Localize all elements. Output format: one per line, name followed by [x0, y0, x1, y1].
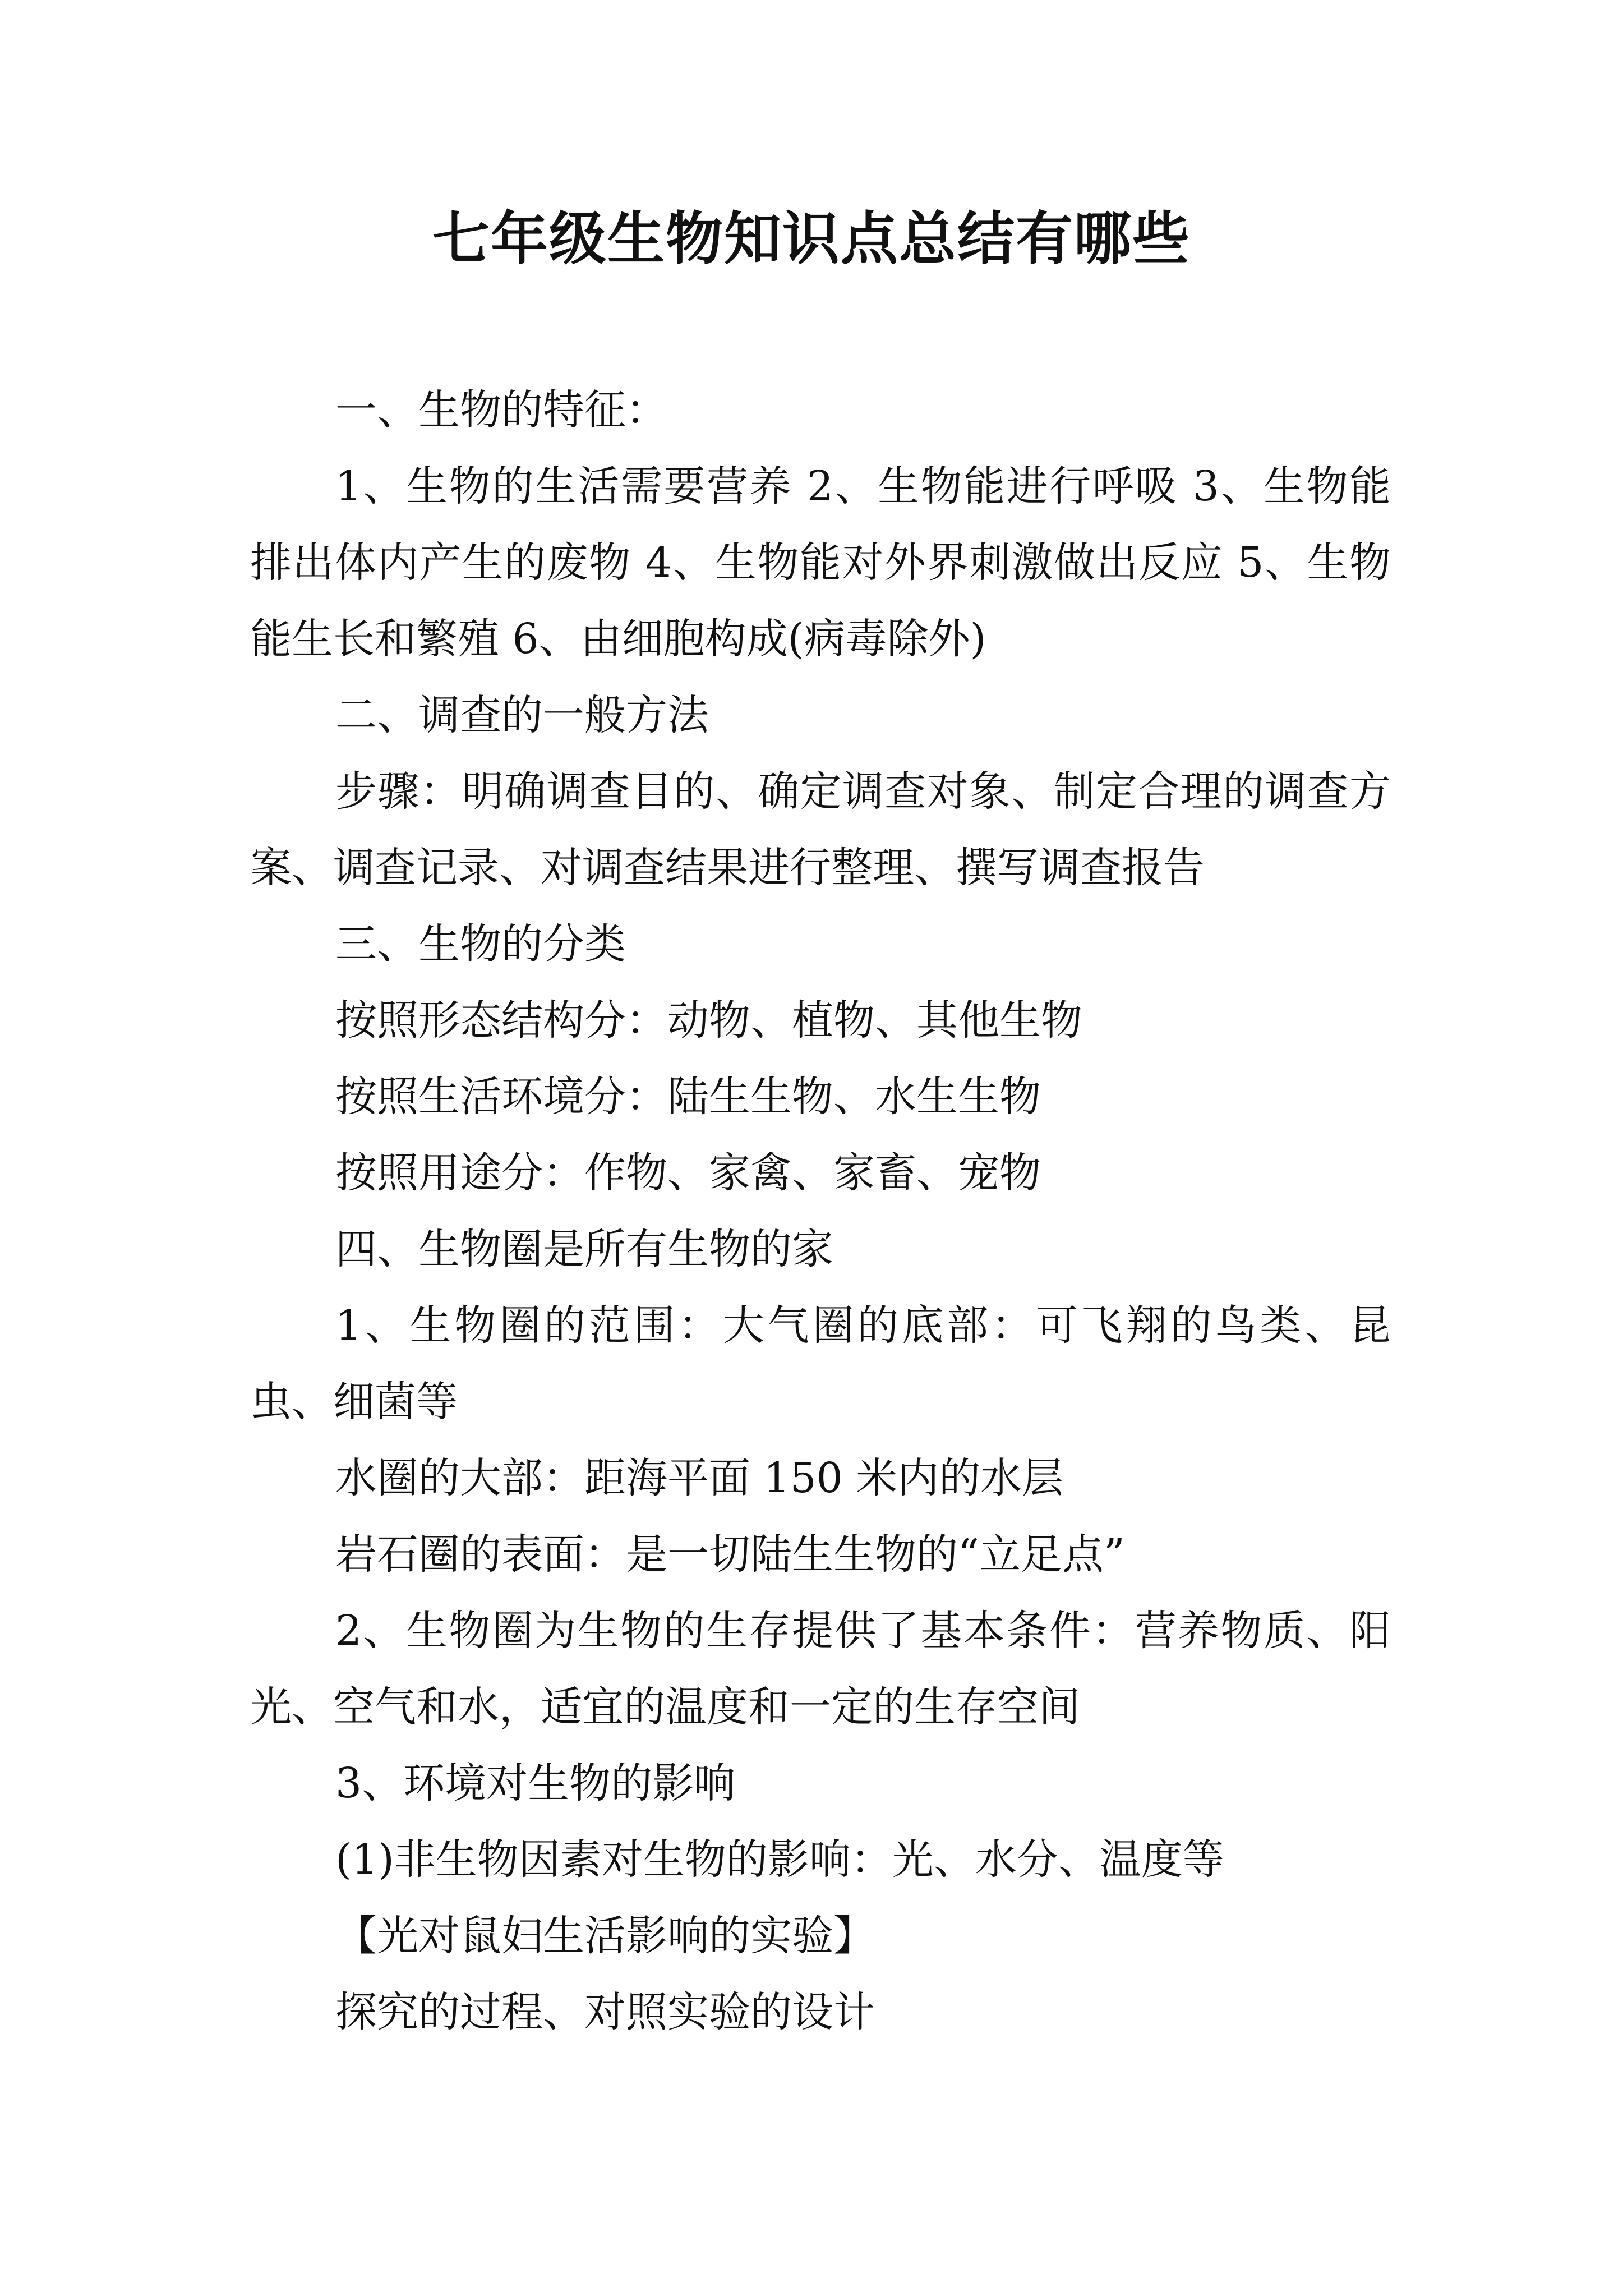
document-title: 七年级生物知识点总结有哪些 [432, 205, 1191, 273]
paragraph: 按照形态结构分：动物、植物、其他生物 [335, 996, 1082, 1045]
paragraph: 按照用途分：作物、家禽、家畜、宠物 [335, 1149, 1041, 1197]
section-heading: 二、调查的一般方法 [335, 691, 709, 739]
paragraph: 水圈的大部：距海平面 150 米内的水层 [335, 1454, 1064, 1502]
paragraph: 1、生物圈的范围：大气圈的底部：可飞翔的鸟类、昆虫、细菌等 [250, 1301, 1391, 1426]
paragraph: 岩石圈的表面：是一切陆生生物的“立足点” [335, 1530, 1125, 1579]
document-body [250, 372, 1391, 2050]
paragraph: 【光对鼠妇生活影响的实验】 [335, 1912, 875, 1960]
paragraph: 按照生活环境分：陆生生物、水生生物 [335, 1073, 1041, 1121]
paragraph: 1、生物的生活需要营养 2、生物能进行呼吸 3、生物能排出体内产生的废物 4、生物能对外界刺激做出反应 5、生物能生长和繁殖 6、由细胞构成(病毒除外) [250, 462, 1391, 663]
paragraph: (1)非生物因素对生物的影响：光、水分、温度等 [335, 1835, 1224, 1884]
section-heading: 三、生物的分类 [335, 920, 626, 968]
paragraph: 3、环境对生物的影响 [335, 1759, 736, 1807]
paragraph: 探究的过程、对照实验的设计 [335, 1988, 875, 2036]
section-heading: 一、生物的特征： [335, 386, 667, 434]
paragraph: 2、生物圈为生物的生存提供了基本条件：营养物质、阳光、空气和水，适宜的温度和一定的生存空间 [250, 1607, 1391, 1731]
section-heading: 四、生物圈是所有生物的家 [335, 1225, 833, 1273]
paragraph: 步骤：明确调查目的、确定调查对象、制定合理的调查方案、调查记录、对调查结果进行整理、撰写调查报告 [250, 767, 1391, 892]
